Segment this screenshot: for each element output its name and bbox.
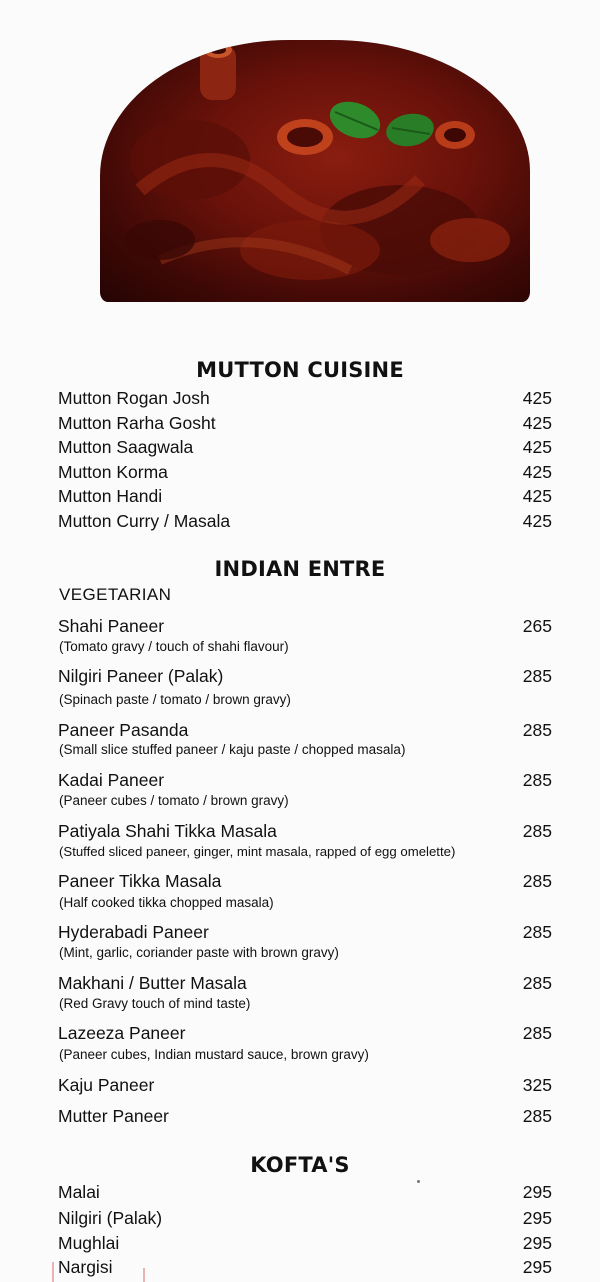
item-price: 425 — [522, 437, 552, 457]
item-name: Patiyala Shahi Tikka Masala — [58, 821, 277, 841]
list-item — [58, 411, 552, 435]
section-title-koftas: KOFTA'S — [250, 1153, 350, 1177]
item-price: 295 — [522, 1182, 552, 1202]
subheading-vegetarian: VEGETARIAN — [59, 585, 172, 604]
item-name: Kadai Paneer — [58, 770, 165, 790]
item-price: 425 — [522, 511, 552, 531]
item-description: (Mint, garlic, coriander paste with brown gravy) — [59, 945, 339, 960]
item-description: (Tomato gravy / touch of shahi flavour) — [59, 639, 289, 654]
item-name: Mughlai — [58, 1233, 120, 1253]
page-edge-mark — [52, 1262, 54, 1282]
section-title-indian-entre: INDIAN ENTRE — [214, 557, 386, 581]
list-item — [58, 1021, 552, 1045]
list-item — [58, 1231, 552, 1255]
list-item — [58, 1073, 552, 1097]
item-name: Mutter Paneer — [58, 1106, 169, 1126]
item-price: 285 — [522, 871, 552, 891]
item-name: Makhani / Butter Masala — [58, 973, 247, 993]
section-title-mutton-cuisine: MUTTON CUISINE — [196, 358, 404, 382]
item-name: Nilgiri (Palak) — [58, 1208, 163, 1228]
item-price: 285 — [522, 973, 552, 993]
item-name: Paneer Pasanda — [58, 720, 189, 740]
item-price: 325 — [522, 1075, 552, 1095]
item-price: 285 — [522, 821, 552, 841]
item-name: Lazeeza Paneer — [58, 1023, 186, 1043]
item-description: (Paneer cubes, Indian mustard sauce, brown gravy) — [59, 1047, 369, 1062]
list-item — [58, 971, 552, 995]
item-price: 285 — [522, 1023, 552, 1043]
list-item — [58, 1104, 552, 1128]
item-name: Nargisi — [58, 1257, 113, 1277]
list-item — [58, 1180, 552, 1204]
page-edge-mark — [143, 1268, 145, 1282]
item-price: 295 — [522, 1257, 552, 1277]
item-name: Nilgiri Paneer (Palak) — [58, 666, 224, 686]
item-name: Mutton Handi — [58, 486, 163, 506]
item-price: 425 — [522, 462, 552, 482]
item-price: 425 — [522, 388, 552, 408]
item-price: 285 — [522, 1106, 552, 1126]
item-price: 285 — [522, 720, 552, 740]
item-name: Mutton Rogan Josh — [58, 388, 210, 408]
item-name: Mutton Korma — [58, 462, 168, 482]
item-price: 425 — [522, 413, 552, 433]
item-price: 295 — [522, 1233, 552, 1253]
item-description: (Stuffed sliced paneer, ginger, mint masala, rapped of egg omelette) — [59, 844, 456, 859]
item-description: (Half cooked tikka chopped masala) — [59, 895, 274, 910]
list-item — [58, 386, 552, 410]
item-description: (Small slice stuffed paneer / kaju paste / chopped masala) — [59, 742, 406, 757]
item-name: Mutton Rarha Gosht — [58, 413, 216, 433]
item-description: (Paneer cubes / tomato / brown gravy) — [59, 793, 289, 808]
list-item — [58, 435, 552, 459]
list-item — [58, 869, 552, 893]
item-price: 285 — [522, 770, 552, 790]
list-item — [58, 509, 552, 533]
item-price: 285 — [522, 922, 552, 942]
list-item — [58, 718, 552, 742]
list-item — [58, 484, 552, 508]
item-description: (Spinach paste / tomato / brown gravy) — [59, 692, 291, 707]
item-price: 285 — [522, 666, 552, 686]
item-name: Shahi Paneer — [58, 616, 165, 636]
mutton-curry-image — [100, 40, 530, 302]
item-name: Hyderabadi Paneer — [58, 922, 209, 942]
item-description: (Red Gravy touch of mind taste) — [59, 996, 251, 1011]
list-item — [58, 768, 552, 792]
list-item — [58, 1255, 552, 1279]
list-item — [58, 460, 552, 484]
list-item — [58, 920, 552, 944]
item-price: 425 — [522, 486, 552, 506]
dish-photo — [100, 40, 530, 302]
list-item — [58, 1206, 552, 1230]
item-price: 295 — [522, 1208, 552, 1228]
item-name: Mutton Saagwala — [58, 437, 194, 457]
item-name: Paneer Tikka Masala — [58, 871, 222, 891]
item-name: Mutton Curry / Masala — [58, 511, 231, 531]
item-name: Malai — [58, 1182, 100, 1202]
list-item — [58, 819, 552, 843]
list-item — [58, 614, 552, 638]
item-price: 265 — [522, 616, 552, 636]
item-name: Kaju Paneer — [58, 1075, 155, 1095]
list-item — [58, 664, 552, 688]
